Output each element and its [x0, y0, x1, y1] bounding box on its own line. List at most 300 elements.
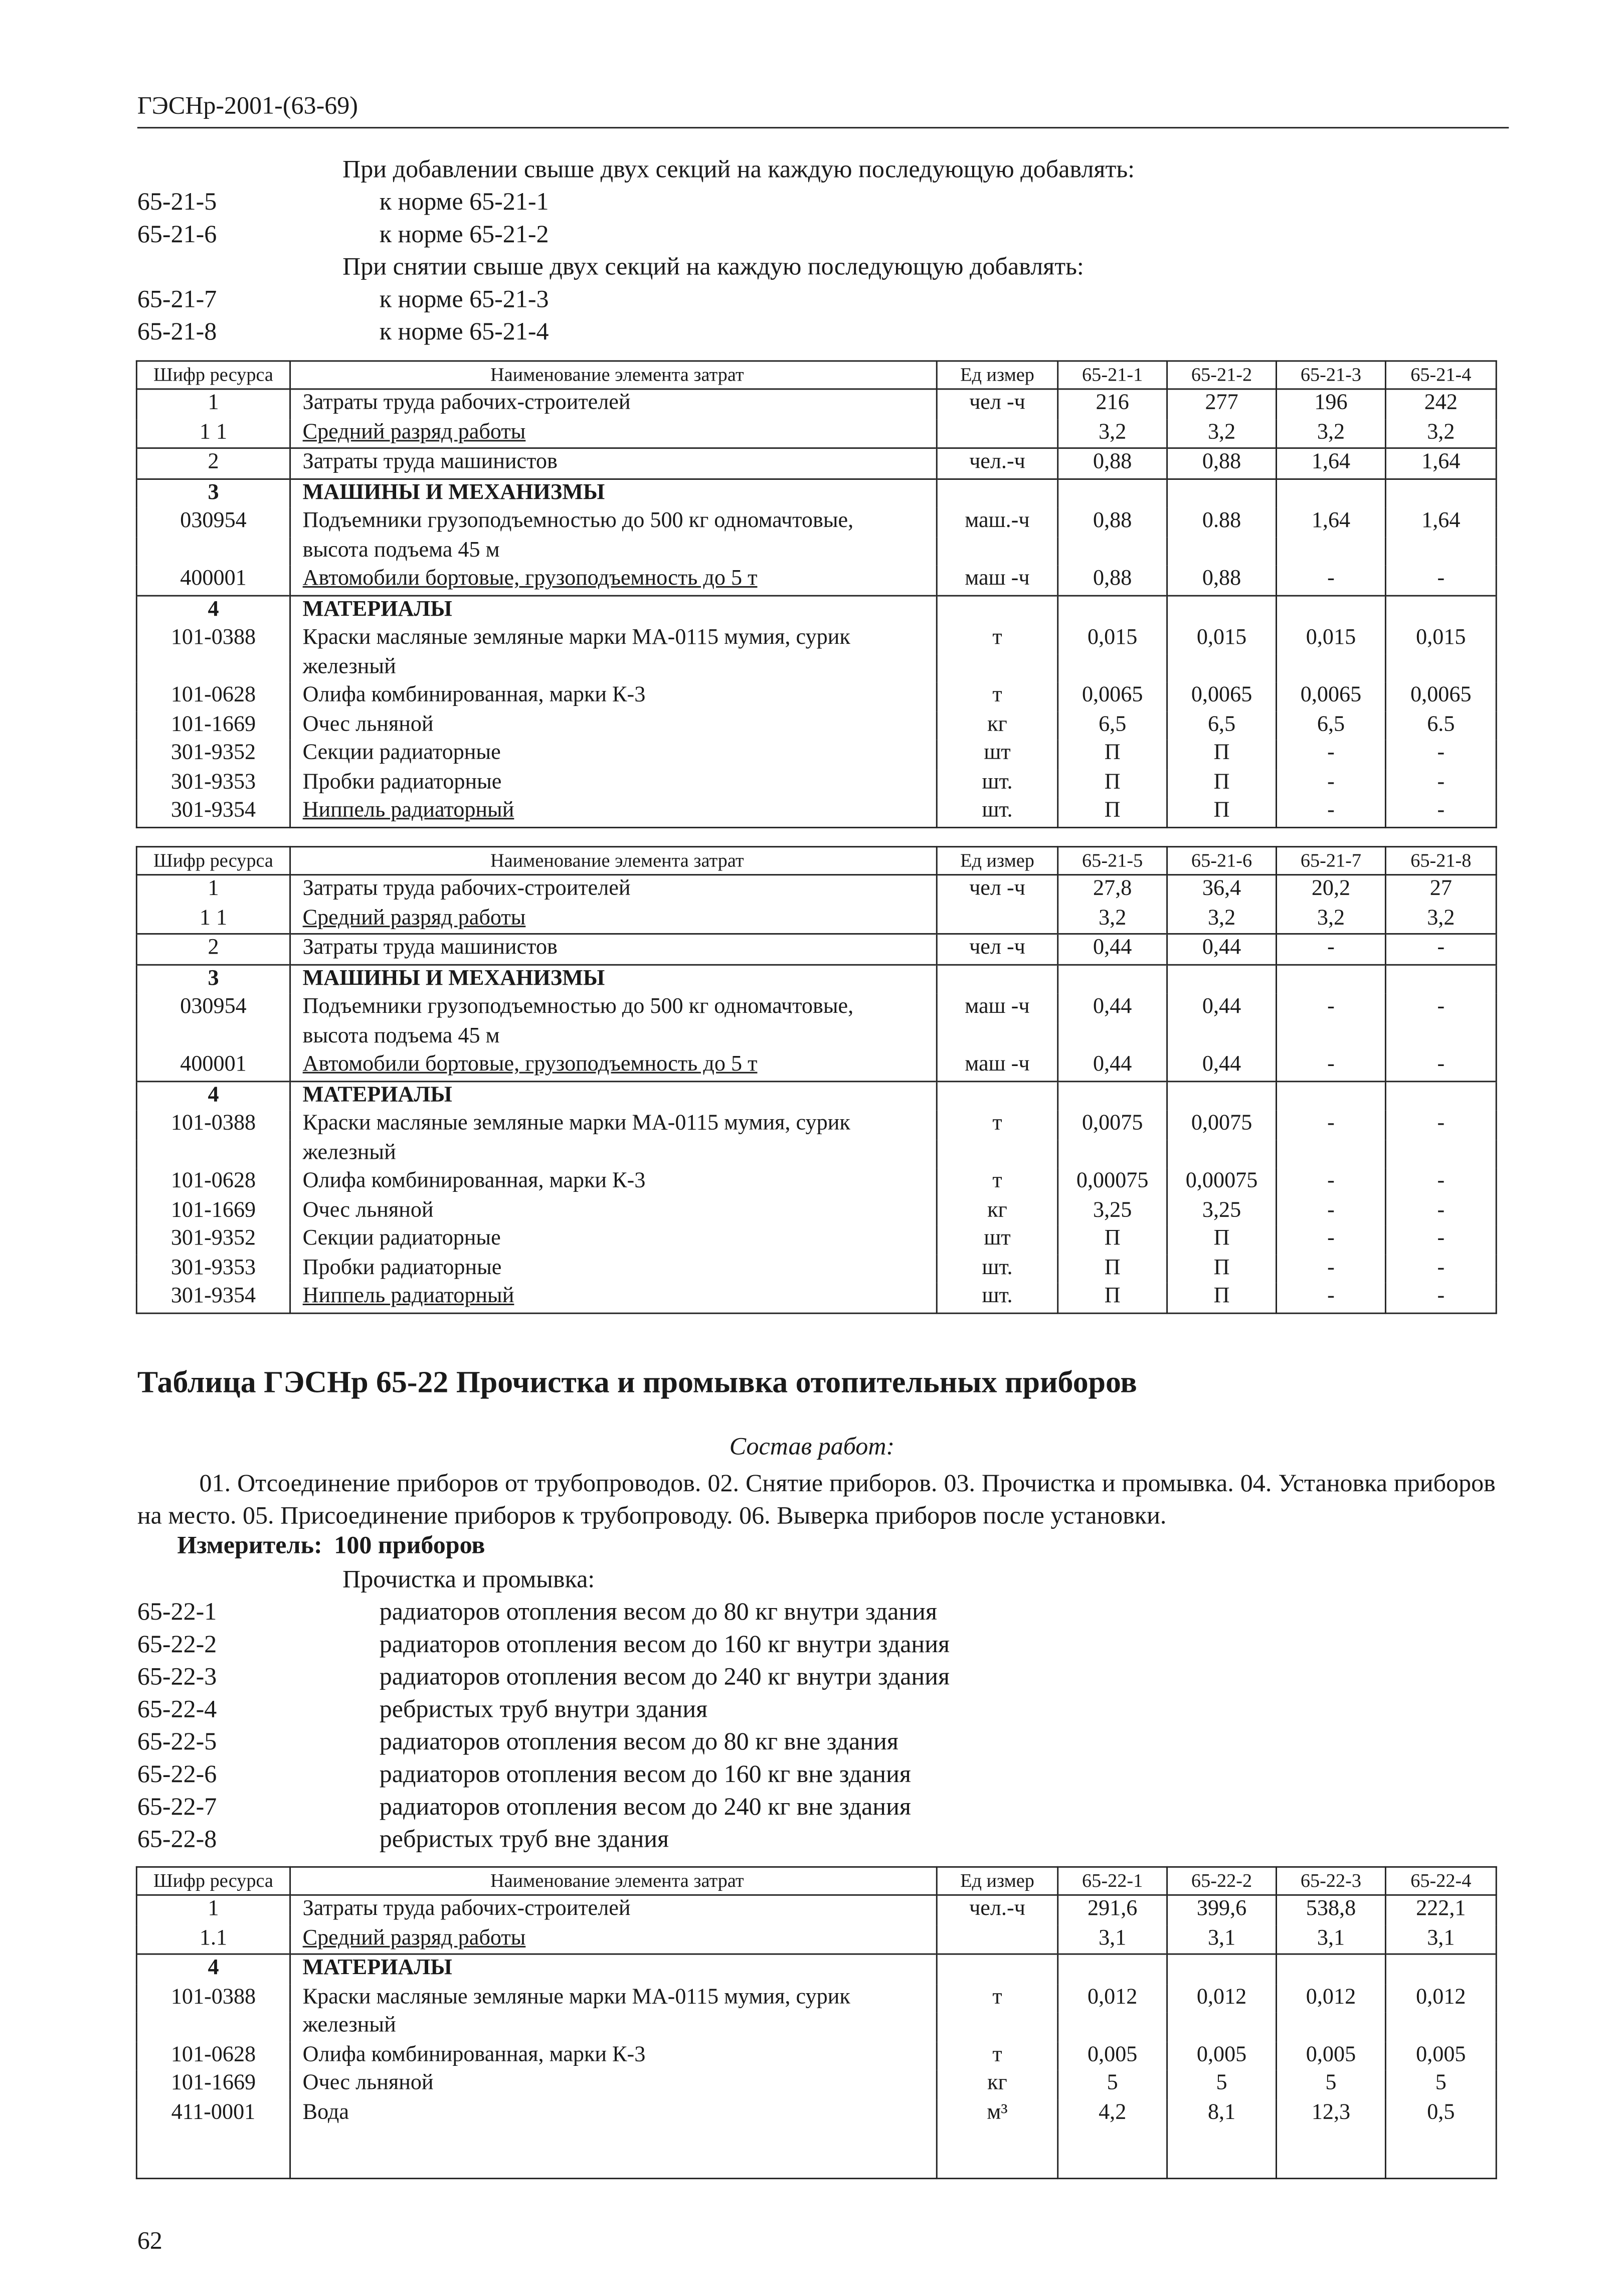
resource-name: МАШИНЫ И МЕХАНИЗМЫ — [290, 964, 937, 994]
resource-unit: кг — [937, 2070, 1057, 2098]
resource-value: 6.5 — [1385, 711, 1496, 740]
table-row — [136, 389, 1496, 419]
resource-code: 301-9352 — [136, 1225, 290, 1254]
resource-value: 0,015 — [1277, 625, 1386, 653]
resource-unit: кг — [937, 711, 1057, 740]
resource-code: 4 — [136, 595, 290, 625]
resource-value: П — [1058, 1225, 1167, 1254]
resource-value: - — [1385, 934, 1496, 964]
resource-value — [1167, 595, 1277, 625]
resource-unit: шт — [937, 740, 1057, 768]
resource-name: МАТЕРИАЛЫ — [290, 595, 937, 625]
resource-value: 0,44 — [1167, 934, 1277, 964]
norm-code: 65-22-1 — [137, 1597, 217, 1626]
resource-value — [1277, 964, 1386, 994]
resource-value: 0,88 — [1058, 566, 1167, 595]
intro-remove-text: При снятии свыше двух секций на каждую последующую добавлять: — [342, 252, 1084, 281]
resource-value — [1277, 478, 1386, 508]
resource-name: Затраты труда рабочих-строителей — [290, 389, 937, 419]
resource-unit: т — [937, 682, 1057, 711]
resource-value — [1385, 1022, 1496, 1051]
table-row — [136, 2041, 1496, 2070]
resource-name: Подъемники грузоподъемностью до 500 кг одномачтовые, — [290, 994, 937, 1022]
norm-text: радиаторов отопления весом до 80 кг внутри здания — [379, 1597, 938, 1626]
resource-value — [1277, 2012, 1386, 2041]
resource-value: 1,64 — [1385, 448, 1496, 478]
resource-unit — [937, 2012, 1057, 2041]
resource-value — [1385, 478, 1496, 508]
resource-unit — [937, 964, 1057, 994]
resource-value — [1385, 1954, 1496, 1984]
resource-value — [1058, 478, 1167, 508]
col-header-code: Шифр ресурса — [136, 847, 290, 875]
table-header-row — [136, 1867, 1496, 1895]
resource-value: 0,88 — [1058, 448, 1167, 478]
resource-value: - — [1385, 1168, 1496, 1196]
table-row — [136, 875, 1496, 905]
table-row — [136, 508, 1496, 537]
resource-code: 301-9352 — [136, 740, 290, 768]
resource-unit: т — [937, 1110, 1057, 1139]
table-row — [136, 1895, 1496, 1924]
resource-value: 222,1 — [1385, 1895, 1496, 1924]
resource-value: 0,0065 — [1058, 682, 1167, 711]
col-header-unit: Ед измер — [937, 1867, 1057, 1895]
resource-value: - — [1277, 1197, 1386, 1225]
col-header-unit: Ед измер — [937, 361, 1057, 389]
resource-value — [1167, 964, 1277, 994]
resource-value: 216 — [1058, 389, 1167, 419]
resource-value: 0,88 — [1167, 448, 1277, 478]
resource-value — [1385, 537, 1496, 565]
col-header-norm: 65-22-2 — [1167, 1867, 1277, 1895]
resource-value: - — [1277, 740, 1386, 768]
resource-code — [136, 653, 290, 682]
blank-cell — [1167, 2128, 1277, 2179]
resource-table-65-21-1-4 — [136, 360, 1497, 827]
header-rule — [137, 127, 1509, 128]
compose-text: 01. Отсоединение приборов от трубопроводов. 02. Снятие приборов. 03. Прочистка и промывка. 04. Установка приборов на место. 05. Присоединение приборов к трубопроводу. 06. Выверка приборов после установки. — [137, 1469, 1496, 1530]
blank-cell — [1277, 2128, 1386, 2179]
norm-code: 65-22-6 — [137, 1759, 217, 1788]
blank-cell — [1385, 2128, 1496, 2179]
table-row — [136, 537, 1496, 565]
table-row — [136, 905, 1496, 934]
resource-code: 1 — [136, 389, 290, 419]
table-blank-row — [136, 2128, 1496, 2179]
table-row — [136, 934, 1496, 964]
resource-value: 277 — [1167, 389, 1277, 419]
norm-code: 65-22-5 — [137, 1727, 217, 1756]
resource-unit: чел -ч — [937, 934, 1057, 964]
resource-value — [1058, 1954, 1167, 1984]
resource-name: Очес льняной — [290, 1197, 937, 1225]
resource-value: П — [1058, 797, 1167, 827]
table-row — [136, 1984, 1496, 2012]
resource-value — [1277, 595, 1386, 625]
document-header: ГЭСНр-2001-(63-69) — [137, 91, 358, 120]
table-row — [136, 2012, 1496, 2041]
norm-code: 65-22-2 — [137, 1630, 217, 1658]
table-header-row — [136, 847, 1496, 875]
resource-value: 0,005 — [1277, 2041, 1386, 2070]
resource-code: 1 1 — [136, 419, 290, 448]
resource-code: 030954 — [136, 508, 290, 537]
norm-code: 65-22-4 — [137, 1695, 217, 1723]
norm-text: радиаторов отопления весом до 240 кг внутри здания — [379, 1662, 950, 1691]
table-row — [136, 1051, 1496, 1081]
resource-value: 3,25 — [1058, 1197, 1167, 1225]
resource-unit: шт. — [937, 1283, 1057, 1313]
resource-unit: шт. — [937, 769, 1057, 797]
table-row — [136, 1081, 1496, 1110]
resource-value — [1058, 595, 1167, 625]
resource-value: 3,2 — [1277, 905, 1386, 934]
col-header-norm: 65-21-8 — [1385, 847, 1496, 875]
resource-code: 4 — [136, 1081, 290, 1110]
resource-value — [1167, 537, 1277, 565]
table-row — [136, 769, 1496, 797]
resource-value: 0,015 — [1058, 625, 1167, 653]
resource-name: Автомобили бортовые, грузоподъемность до 5 т — [290, 566, 937, 595]
resource-name: Автомобили бортовые, грузоподъемность до 5 т — [290, 1051, 937, 1081]
resource-value — [1385, 1081, 1496, 1110]
resource-unit — [937, 1954, 1057, 1984]
table-row — [136, 1110, 1496, 1139]
resource-value: 3,1 — [1277, 1924, 1386, 1954]
norm-code: 65-22-7 — [137, 1792, 217, 1821]
table-row — [136, 682, 1496, 711]
resource-value: П — [1167, 740, 1277, 768]
resource-unit: чел.-ч — [937, 448, 1057, 478]
intro-code: 65-21-7 — [137, 285, 217, 313]
resource-code: 101-0628 — [136, 1168, 290, 1196]
resource-name: Олифа комбинированная, марки К-3 — [290, 682, 937, 711]
resource-value: - — [1277, 769, 1386, 797]
resource-value — [1167, 1954, 1277, 1984]
resource-value: 3,1 — [1385, 1924, 1496, 1954]
resource-unit: маш -ч — [937, 566, 1057, 595]
resource-value: - — [1277, 797, 1386, 827]
resource-value: П — [1167, 797, 1277, 827]
table-row — [136, 2070, 1496, 2098]
resource-value: 0,00075 — [1058, 1168, 1167, 1196]
resource-value: 0,012 — [1167, 1984, 1277, 2012]
resource-name: Олифа комбинированная, марки К-3 — [290, 2041, 937, 2070]
resource-value: 0,44 — [1058, 934, 1167, 964]
norm-code: 65-22-3 — [137, 1662, 217, 1691]
resource-value: 0,44 — [1167, 1051, 1277, 1081]
resource-value: 3,2 — [1277, 419, 1386, 448]
resource-value: - — [1277, 994, 1386, 1022]
resource-value — [1167, 478, 1277, 508]
col-header-norm: 65-22-1 — [1058, 1867, 1167, 1895]
resource-value: 8,1 — [1167, 2099, 1277, 2128]
resource-value: П — [1058, 740, 1167, 768]
resource-unit — [937, 1139, 1057, 1168]
resource-value: - — [1385, 769, 1496, 797]
section-title: Таблица ГЭСНр 65-22 Прочистка и промывка отопительных приборов — [137, 1364, 1137, 1400]
col-header-unit: Ед измер — [937, 847, 1057, 875]
intro-code: 65-21-6 — [137, 220, 217, 248]
col-header-norm: 65-21-2 — [1167, 361, 1277, 389]
resource-value: - — [1385, 740, 1496, 768]
table-row — [136, 1924, 1496, 1954]
measurer — [177, 1531, 485, 1560]
resource-unit — [937, 478, 1057, 508]
resource-code — [136, 2012, 290, 2041]
resource-unit: т — [937, 1984, 1057, 2012]
resource-name: Краски масляные земляные марки МА-0115 мумия, сурик — [290, 625, 937, 653]
table-row — [136, 1283, 1496, 1313]
resource-unit: шт — [937, 1225, 1057, 1254]
resource-code: 101-0628 — [136, 2041, 290, 2070]
resource-value — [1277, 1081, 1386, 1110]
resource-unit: чел -ч — [937, 389, 1057, 419]
resource-unit: маш -ч — [937, 994, 1057, 1022]
resource-value — [1058, 1022, 1167, 1051]
col-header-name: Наименование элемента затрат — [290, 1867, 937, 1895]
resource-value — [1167, 1081, 1277, 1110]
col-header-code: Шифр ресурса — [136, 1867, 290, 1895]
resource-name: Краски масляные земляные марки МА-0115 мумия, сурик — [290, 1110, 937, 1139]
resource-name: Ниппель радиаторный — [290, 797, 937, 827]
resource-value: 6,5 — [1058, 711, 1167, 740]
resource-value: 3,1 — [1058, 1924, 1167, 1954]
resource-unit: шт. — [937, 1254, 1057, 1283]
resource-value — [1058, 2012, 1167, 2041]
resource-unit — [937, 653, 1057, 682]
resource-name: МАТЕРИАЛЫ — [290, 1081, 937, 1110]
resource-unit — [937, 1081, 1057, 1110]
resource-value: П — [1058, 1283, 1167, 1313]
resource-value: - — [1385, 1110, 1496, 1139]
resource-value: 0,0065 — [1277, 682, 1386, 711]
resource-value: - — [1277, 1254, 1386, 1283]
resource-value — [1058, 1139, 1167, 1168]
resource-value: 0,0065 — [1167, 682, 1277, 711]
intro-text: к норме 65-21-1 — [379, 187, 549, 216]
resource-unit: т — [937, 2041, 1057, 2070]
intro-code: 65-21-8 — [137, 317, 217, 346]
resource-value: 0,005 — [1167, 2041, 1277, 2070]
resource-name: МАТЕРИАЛЫ — [290, 1954, 937, 1984]
resource-name: железный — [290, 653, 937, 682]
resource-value: 1,64 — [1277, 508, 1386, 537]
intro-text: к норме 65-21-3 — [379, 285, 549, 313]
resource-value: 0,0075 — [1167, 1110, 1277, 1139]
resource-name: Пробки радиаторные — [290, 769, 937, 797]
resource-value: 0,005 — [1385, 2041, 1496, 2070]
table-row — [136, 419, 1496, 448]
resource-value: - — [1277, 1051, 1386, 1081]
intro-code: 65-21-5 — [137, 187, 217, 216]
resource-name: Очес льняной — [290, 2070, 937, 2098]
sub-heading: Прочистка и промывка: — [342, 1565, 595, 1594]
resource-value — [1385, 595, 1496, 625]
col-header-norm: 65-21-1 — [1058, 361, 1167, 389]
resource-code: 301-9354 — [136, 797, 290, 827]
resource-value: 196 — [1277, 389, 1386, 419]
table-row — [136, 595, 1496, 625]
table-row — [136, 711, 1496, 740]
resource-value: 0,44 — [1167, 994, 1277, 1022]
resource-value: 0,012 — [1385, 1984, 1496, 2012]
blank-cell — [290, 2128, 937, 2179]
resource-code — [136, 1022, 290, 1051]
table-row — [136, 1197, 1496, 1225]
resource-name: Вода — [290, 2099, 937, 2128]
resource-code: 301-9353 — [136, 769, 290, 797]
resource-value — [1167, 2012, 1277, 2041]
resource-value: 399,6 — [1167, 1895, 1277, 1924]
resource-name: железный — [290, 1139, 937, 1168]
resource-value: 6,5 — [1277, 711, 1386, 740]
blank-cell — [937, 2128, 1057, 2179]
col-header-norm: 65-22-4 — [1385, 1867, 1496, 1895]
resource-value — [1277, 537, 1386, 565]
resource-unit: т — [937, 1168, 1057, 1196]
measurer-label: Измеритель: — [177, 1531, 322, 1559]
table-row — [136, 478, 1496, 508]
resource-code: 3 — [136, 478, 290, 508]
resource-value: 0,015 — [1385, 625, 1496, 653]
resource-value: 0,44 — [1058, 1051, 1167, 1081]
resource-code: 101-0388 — [136, 1984, 290, 2012]
resource-name: Краски масляные земляные марки МА-0115 мумия, сурик — [290, 1984, 937, 2012]
resource-code: 400001 — [136, 1051, 290, 1081]
resource-value: - — [1385, 1051, 1496, 1081]
intro-text: к норме 65-21-4 — [379, 317, 549, 346]
table-row — [136, 1954, 1496, 1984]
resource-value: 27 — [1385, 875, 1496, 905]
table-row — [136, 448, 1496, 478]
resource-unit — [937, 1924, 1057, 1954]
table-row — [136, 653, 1496, 682]
resource-value — [1058, 537, 1167, 565]
table-row — [136, 566, 1496, 595]
resource-value: 0,5 — [1385, 2099, 1496, 2128]
table-row — [136, 1254, 1496, 1283]
resource-value — [1058, 1081, 1167, 1110]
resource-code: 301-9354 — [136, 1283, 290, 1313]
table-row — [136, 2099, 1496, 2128]
resource-value: 3,2 — [1167, 419, 1277, 448]
resource-code — [136, 1139, 290, 1168]
resource-value: 0,012 — [1277, 1984, 1386, 2012]
norm-text: радиаторов отопления весом до 240 кг вне здания — [379, 1792, 911, 1821]
resource-value: 3,2 — [1385, 419, 1496, 448]
resource-code: 1 — [136, 875, 290, 905]
resource-value: П — [1167, 1225, 1277, 1254]
resource-unit: м³ — [937, 2099, 1057, 2128]
resource-value — [1277, 1139, 1386, 1168]
resource-code: 101-0388 — [136, 625, 290, 653]
resource-code: 101-0388 — [136, 1110, 290, 1139]
resource-name: Затраты труда рабочих-строителей — [290, 875, 937, 905]
resource-value: 5 — [1277, 2070, 1386, 2098]
resource-code: 101-0628 — [136, 682, 290, 711]
resource-value: 36,4 — [1167, 875, 1277, 905]
resource-code: 101-1669 — [136, 2070, 290, 2098]
intro-text: к норме 65-21-2 — [379, 220, 549, 248]
resource-table-65-21-5-8 — [136, 846, 1497, 1313]
resource-value: - — [1385, 1254, 1496, 1283]
blank-cell — [1058, 2128, 1167, 2179]
resource-value: П — [1058, 769, 1167, 797]
resource-value: 0,0065 — [1385, 682, 1496, 711]
resource-code: 1 — [136, 1895, 290, 1924]
resource-value: 6,5 — [1167, 711, 1277, 740]
norm-text: ребристых труб внутри здания — [379, 1695, 708, 1723]
resource-value: - — [1385, 994, 1496, 1022]
resource-name: Пробки радиаторные — [290, 1254, 937, 1283]
resource-name: Затраты труда машинистов — [290, 448, 937, 478]
resource-value: 3,25 — [1167, 1197, 1277, 1225]
resource-unit: кг — [937, 1197, 1057, 1225]
resource-name: Очес льняной — [290, 711, 937, 740]
table-row — [136, 625, 1496, 653]
resource-value — [1277, 653, 1386, 682]
resource-value: 3,2 — [1058, 419, 1167, 448]
resource-unit: чел.-ч — [937, 1895, 1057, 1924]
table-row — [136, 740, 1496, 768]
resource-name: Затраты труда рабочих-строителей — [290, 1895, 937, 1924]
table-row — [136, 1225, 1496, 1254]
col-header-norm: 65-21-3 — [1277, 361, 1386, 389]
table-row — [136, 1168, 1496, 1196]
resource-code: 101-1669 — [136, 711, 290, 740]
resource-value: - — [1385, 566, 1496, 595]
col-header-norm: 65-21-5 — [1058, 847, 1167, 875]
norm-text: радиаторов отопления весом до 80 кг вне здания — [379, 1727, 898, 1756]
resource-value: 0,88 — [1167, 566, 1277, 595]
resource-value — [1167, 653, 1277, 682]
resource-value: 242 — [1385, 389, 1496, 419]
resource-value: - — [1277, 1283, 1386, 1313]
table-row — [136, 964, 1496, 994]
resource-name: высота подъема 45 м — [290, 537, 937, 565]
resource-value: - — [1385, 1225, 1496, 1254]
resource-value: 0,012 — [1058, 1984, 1167, 2012]
resource-name: Секции радиаторные — [290, 740, 937, 768]
resource-value: 538,8 — [1277, 1895, 1386, 1924]
resource-name: МАШИНЫ И МЕХАНИЗМЫ — [290, 478, 937, 508]
resource-table-65-22 — [136, 1866, 1497, 2179]
resource-value: - — [1277, 1110, 1386, 1139]
resource-code: 101-1669 — [136, 1197, 290, 1225]
resource-name: Затраты труда машинистов — [290, 934, 937, 964]
resource-name: Секции радиаторные — [290, 1225, 937, 1254]
resource-name: Средний разряд работы — [290, 419, 937, 448]
resource-value: - — [1277, 566, 1386, 595]
resource-unit: чел -ч — [937, 875, 1057, 905]
measurer-value: 100 приборов — [334, 1531, 485, 1559]
resource-value: - — [1385, 797, 1496, 827]
resource-name: Подъемники грузоподъемностью до 500 кг одномачтовые, — [290, 508, 937, 537]
resource-value: П — [1167, 1254, 1277, 1283]
resource-unit — [937, 595, 1057, 625]
resource-unit — [937, 1022, 1057, 1051]
resource-value — [1058, 653, 1167, 682]
resource-value: - — [1277, 1168, 1386, 1196]
resource-code: 1 1 — [136, 905, 290, 934]
resource-code: 400001 — [136, 566, 290, 595]
resource-name: Ниппель радиаторный — [290, 1283, 937, 1313]
resource-value — [1167, 1022, 1277, 1051]
resource-value: 291,6 — [1058, 1895, 1167, 1924]
resource-value: - — [1385, 1197, 1496, 1225]
